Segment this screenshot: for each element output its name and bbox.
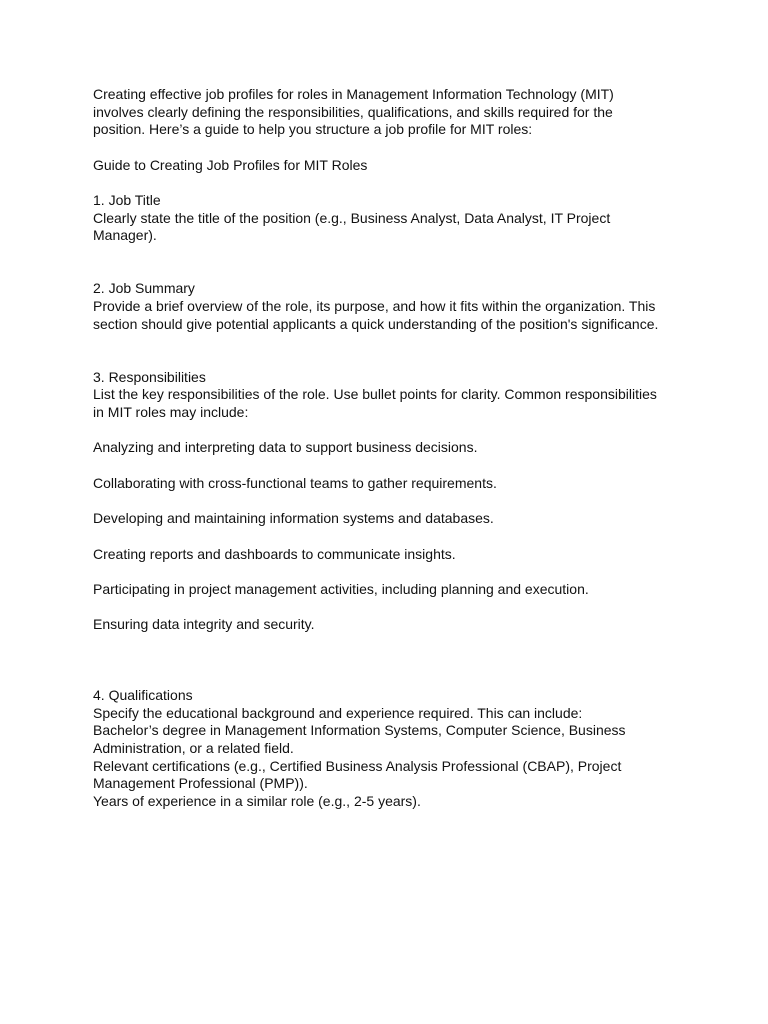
list-item: Analyzing and interpreting data to support business decisions. bbox=[93, 439, 478, 456]
intro-line: Creating effective job profiles for roles in Management Information Technology (MIT) bbox=[93, 86, 614, 102]
list-item: Ensuring data integrity and security. bbox=[93, 616, 315, 633]
section-heading: 1. Job Title bbox=[93, 192, 161, 209]
section-paragraph bbox=[93, 298, 693, 333]
list-item: Developing and maintaining information systems and databases. bbox=[93, 510, 494, 527]
paragraph-line: Specify the educational background and experience required. This can include: bbox=[93, 704, 583, 721]
list-item bbox=[93, 793, 693, 811]
list-item-line: Management Professional (PMP)). bbox=[93, 775, 308, 792]
section-heading: 2. Job Summary bbox=[93, 280, 195, 297]
list-item bbox=[93, 758, 693, 793]
section-paragraph bbox=[93, 210, 693, 245]
list-item-line: Administration, or a related field. bbox=[93, 739, 294, 756]
paragraph-line: Clearly state the title of the position (e.g., Business Analyst, Data Analyst, IT Project bbox=[93, 209, 611, 226]
list-item-line: Relevant certifications (e.g., Certified Business Analysis Professional (CBAP), Project bbox=[93, 757, 622, 774]
list-item: Participating in project management activities, including planning and execution. bbox=[93, 580, 589, 597]
paragraph-line: Provide a brief overview of the role, its purpose, and how it fits within the organization. This bbox=[93, 298, 656, 315]
intro-line: position. Here’s a guide to help you structure a job profile for MIT roles: bbox=[93, 121, 533, 138]
section-paragraph bbox=[93, 705, 693, 723]
document-body bbox=[93, 86, 693, 811]
intro-paragraph bbox=[93, 86, 693, 139]
paragraph-line: in MIT roles may include: bbox=[93, 404, 249, 421]
paragraph-line: List the key responsibilities of the role. Use bullet points for clarity. Common responsibilities bbox=[93, 386, 657, 403]
paragraph-line: Manager). bbox=[93, 227, 157, 244]
guide-title: Guide to Creating Job Profiles for MIT Roles bbox=[93, 156, 368, 173]
section-heading: 4. Qualifications bbox=[93, 686, 193, 703]
section-heading: 3. Responsibilities bbox=[93, 368, 206, 385]
list-item-line: Years of experience in a similar role (e.g., 2-5 years). bbox=[93, 792, 421, 809]
paragraph-line: section should give potential applicants a quick understanding of the position's significance. bbox=[93, 315, 659, 332]
list-item-line: Bachelor’s degree in Management Information Systems, Computer Science, Business bbox=[93, 722, 626, 739]
list-item bbox=[93, 722, 693, 757]
list-item: Collaborating with cross-functional teams to gather requirements. bbox=[93, 474, 497, 491]
section-paragraph bbox=[93, 386, 693, 421]
list-item: Creating reports and dashboards to communicate insights. bbox=[93, 545, 456, 562]
intro-line: involves clearly defining the responsibilities, qualifications, and skills required for the bbox=[93, 103, 613, 120]
